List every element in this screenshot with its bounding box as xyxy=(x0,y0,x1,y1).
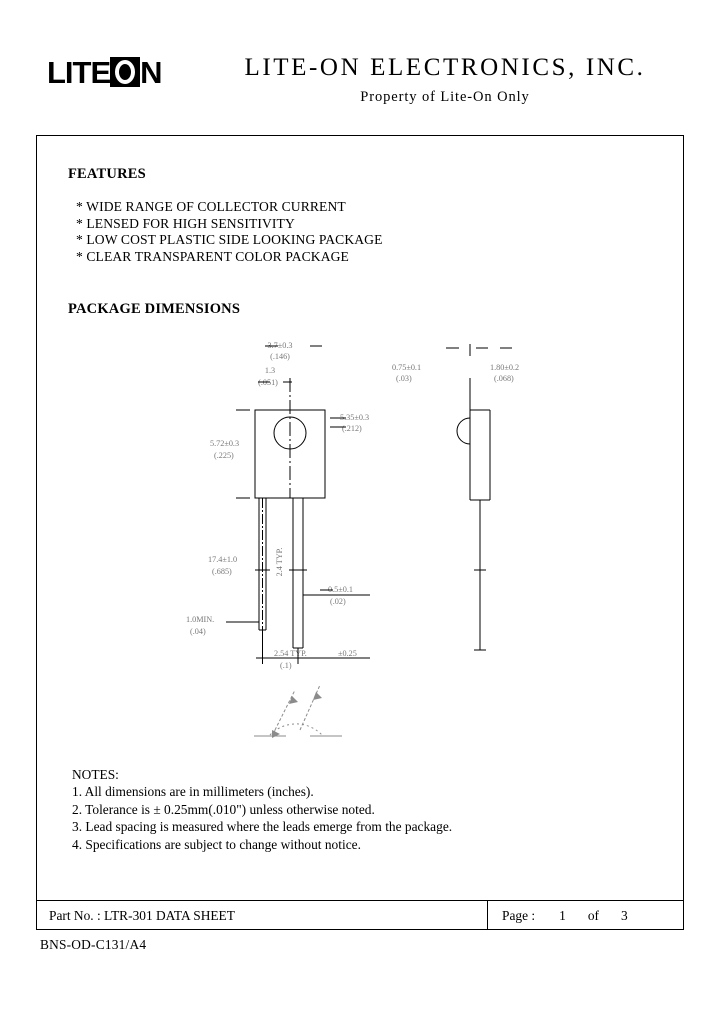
footer-page-total: 3 xyxy=(620,907,628,923)
feature-item: * LOW COST PLASTIC SIDE LOOKING PACKAGE xyxy=(76,232,383,247)
viewing-angle-symbol xyxy=(254,685,342,738)
page-header xyxy=(0,48,720,120)
dim-lens-offset-in: (.051) xyxy=(258,378,278,387)
notes-list xyxy=(72,783,542,853)
dim-side-body-in: (.068) xyxy=(494,374,514,383)
features-section xyxy=(68,166,588,265)
features-heading: FEATURES xyxy=(68,166,146,182)
footer-page-cell xyxy=(488,901,684,930)
feature-item: * WIDE RANGE OF COLLECTOR CURRENT xyxy=(76,199,346,214)
note-item: 1. All dimensions are in millimeters (inches). xyxy=(72,784,314,799)
dim-top-width-mm: 3.7±0.3 xyxy=(267,341,293,350)
footer-page-number: 1 xyxy=(559,907,566,923)
dim-lead-space-mm: 2.54 TYP. xyxy=(274,649,307,658)
note-item: 4. Specifications are subject to change without notice. xyxy=(72,836,361,852)
package-dimensions-heading: PACKAGE DIMENSIONS xyxy=(68,301,241,317)
company-name: LITE-ON ELECTRONICS, INC. xyxy=(244,54,646,81)
dim-lead-width-in: (.02) xyxy=(330,597,346,606)
dim-lead-min-mm: 1.0MIN. xyxy=(186,615,215,624)
dim-lead-len-mm: 17.4±1.0 xyxy=(208,555,238,564)
side-lens-bulge xyxy=(457,418,470,444)
footer-part-number-cell xyxy=(36,901,488,930)
dim-lens-offset-mm: 1.3 xyxy=(264,366,276,375)
dim-lead-space-note: ±0.25 xyxy=(338,649,357,658)
dim-side-body-mm: 1.80±0.2 xyxy=(490,363,520,372)
notes-section xyxy=(72,766,542,853)
feature-item: * CLEAR TRANSPARENT COLOR PACKAGE xyxy=(76,248,349,264)
logo-text-right: N xyxy=(140,54,162,90)
dim-lead-min-in: (.04) xyxy=(190,627,206,636)
footer-bar xyxy=(36,900,684,930)
lite-on-o-mark-icon xyxy=(110,57,140,87)
notes-title: NOTES: xyxy=(72,767,119,782)
dim-lens-dia-mm: 5.35±0.3 xyxy=(340,413,370,422)
feature-item: * LENSED FOR HIGH SENSITIVITY xyxy=(76,215,295,231)
dim-lens-dia-in: (.212) xyxy=(342,424,362,433)
package-drawing-svg xyxy=(170,330,550,770)
dim-side-thick-in: (.03) xyxy=(396,374,412,383)
note-item: 2. Tolerance is ± 0.25mm(.010") unless otherwise noted. xyxy=(72,801,375,817)
company-subtitle: Property of Lite-On Only xyxy=(360,89,530,105)
dim-lead-space-in: (.1) xyxy=(280,661,292,670)
footer-page-label: Page : xyxy=(502,907,536,923)
dim-body-height-in: (.225) xyxy=(214,451,234,460)
features-list xyxy=(76,199,588,265)
logo-text-left: LITE xyxy=(47,54,111,90)
package-dimension-drawing xyxy=(170,330,550,770)
footer-part-number: Part No. : LTR-301 DATA SHEET xyxy=(49,907,235,923)
document-code: BNS-OD-C131/A4 xyxy=(40,937,147,952)
dim-vertical-note: 2.4 TYP. xyxy=(275,547,284,577)
lite-on-logo xyxy=(47,56,162,88)
dim-body-height-mm: 5.72±0.3 xyxy=(210,439,240,448)
dim-lead-width-mm: 0.5±0.1 xyxy=(328,585,353,594)
footer-page-of: of xyxy=(587,907,599,923)
dim-top-width-in: (.146) xyxy=(270,352,290,361)
note-item: 3. Lead spacing is measured where the leads emerge from the package. xyxy=(72,819,453,835)
dim-side-thick-mm: 0.75±0.1 xyxy=(392,363,422,372)
dim-lead-len-in: (.685) xyxy=(212,567,232,576)
